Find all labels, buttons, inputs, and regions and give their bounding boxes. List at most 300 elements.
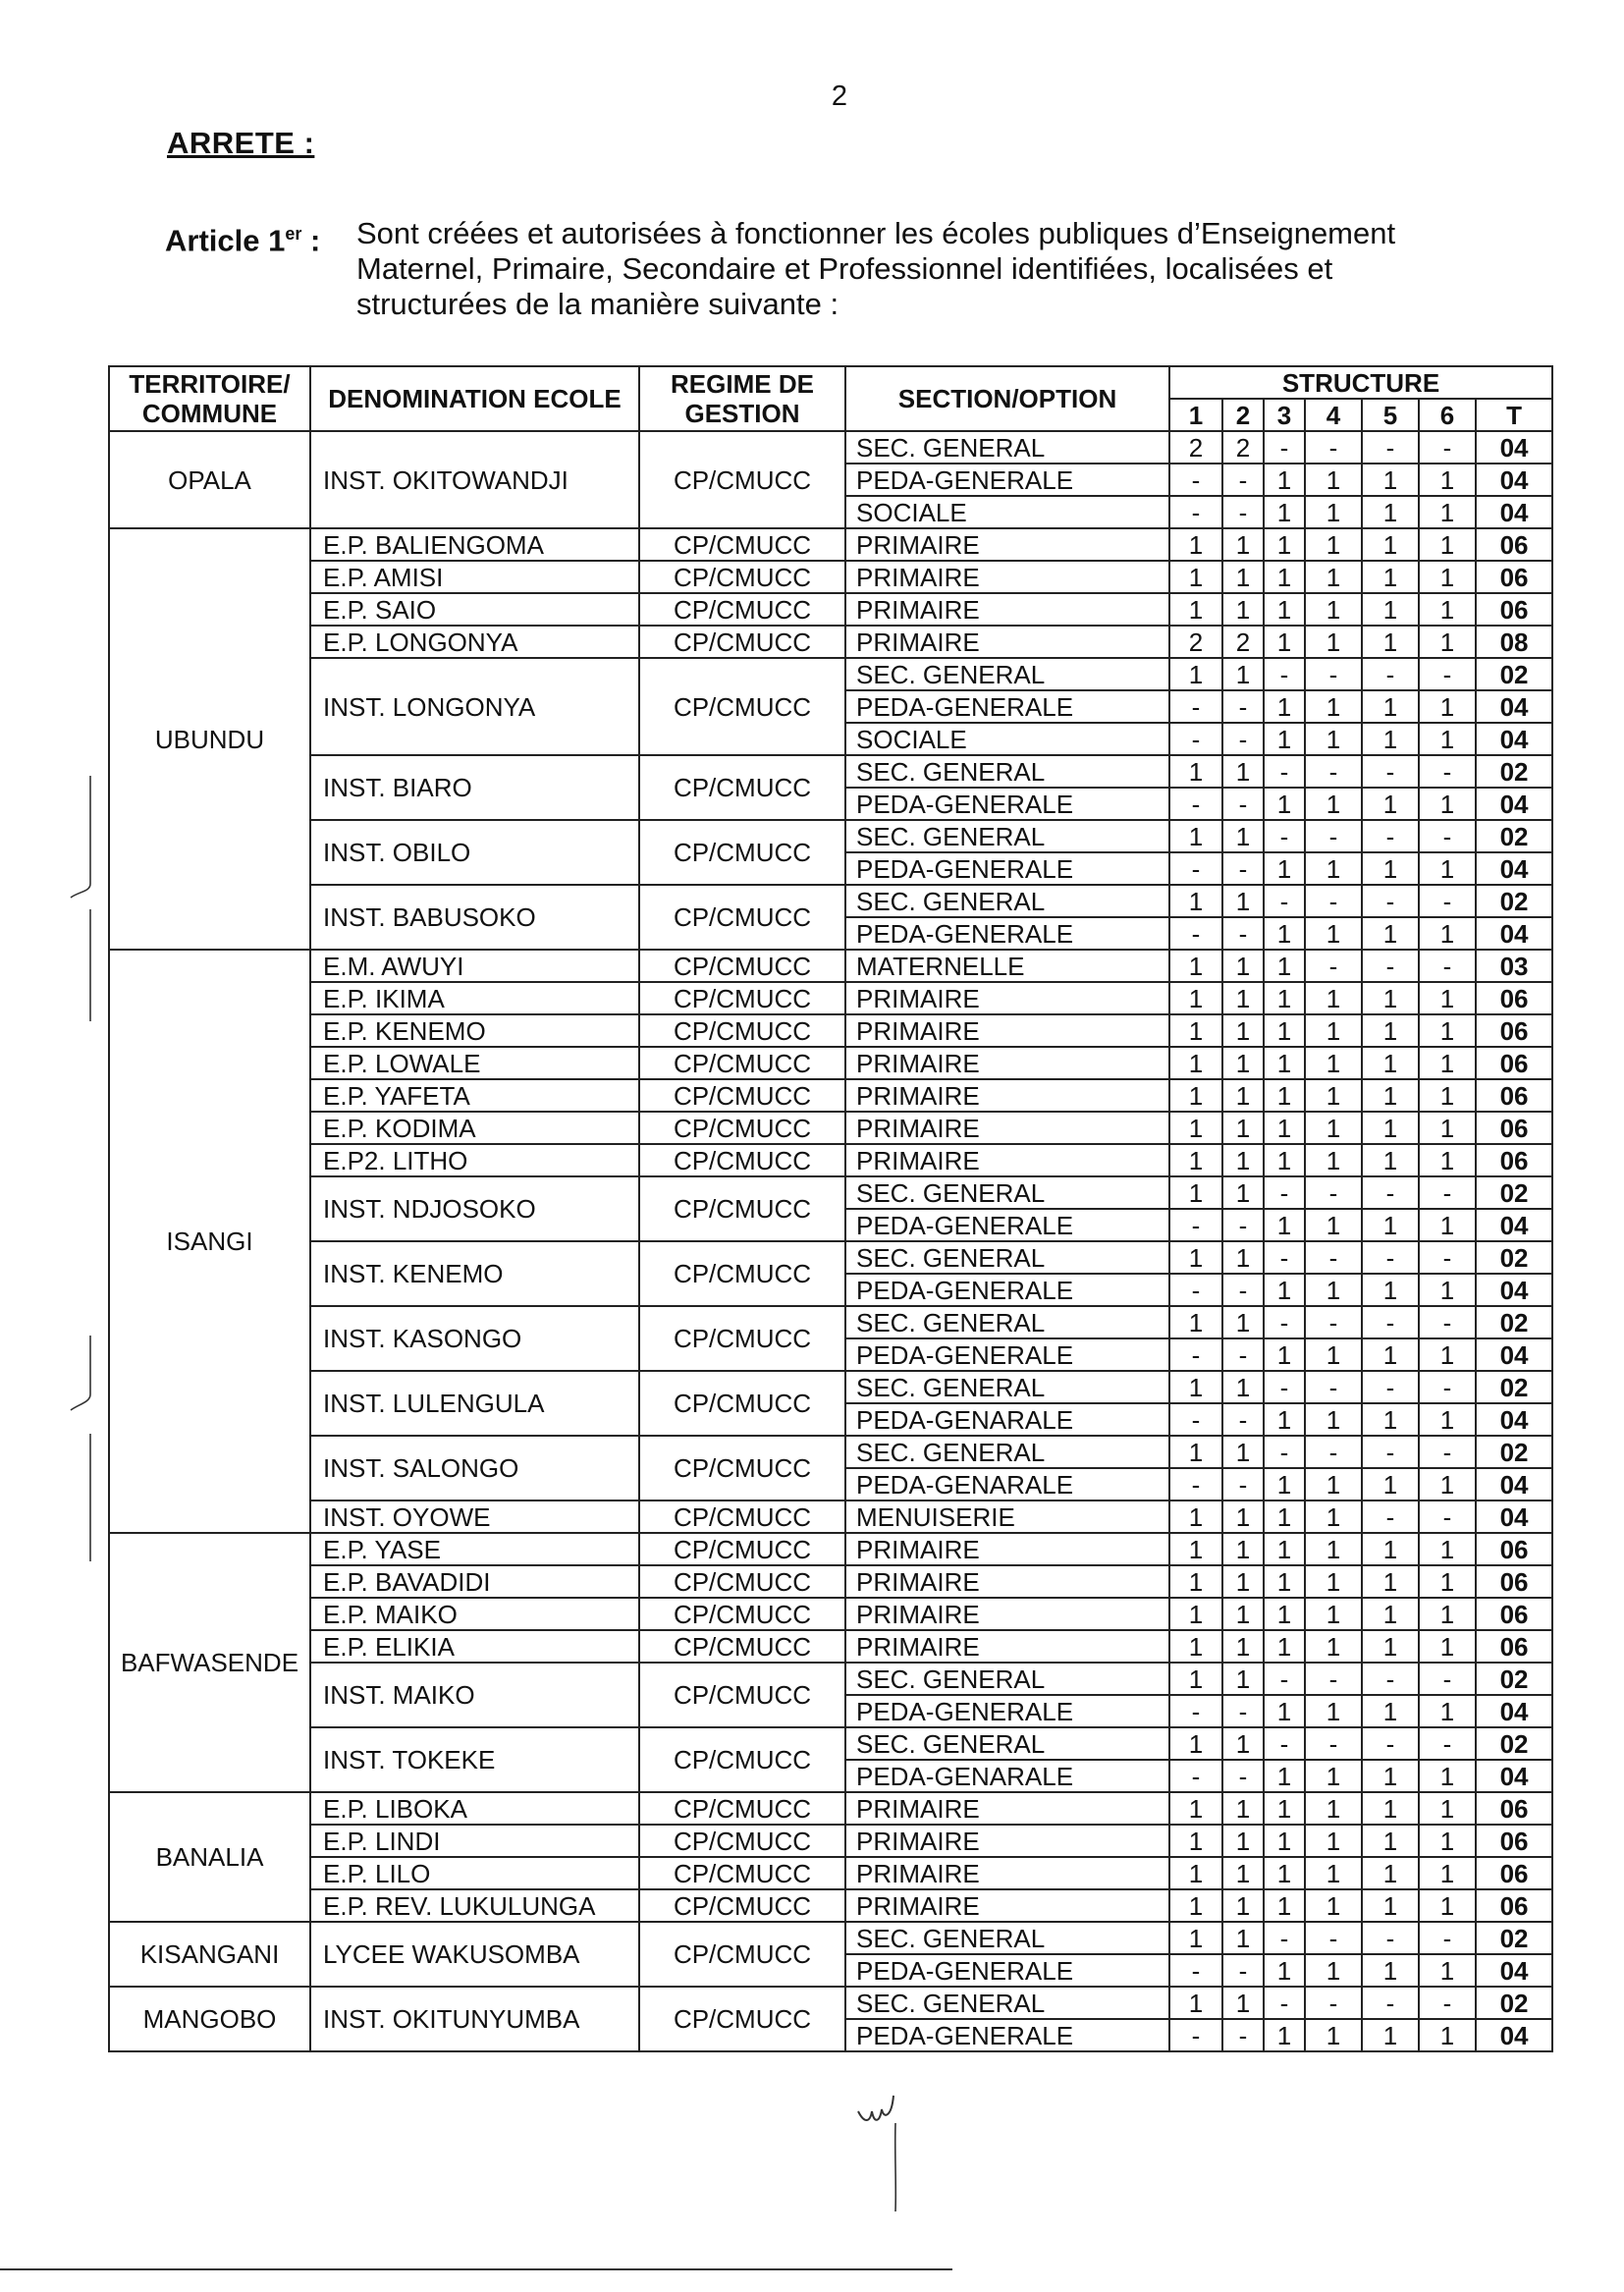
structure-cell: - [1362, 1241, 1419, 1274]
regime-cell: CP/CMUCC [639, 593, 845, 626]
total-cell: 06 [1476, 1889, 1552, 1922]
regime-cell: CP/CMUCC [639, 431, 845, 528]
school-name-cell: E.P. LONGONYA [310, 626, 639, 658]
structure-cell: 1 [1305, 1533, 1362, 1565]
structure-cell: 1 [1419, 1274, 1476, 1306]
structure-cell: 1 [1222, 1144, 1264, 1176]
structure-cell: - [1264, 1663, 1305, 1695]
structure-cell: - [1419, 1176, 1476, 1209]
structure-cell: 1 [1222, 1630, 1264, 1663]
regime-cell: CP/CMUCC [639, 1144, 845, 1176]
structure-cell: - [1264, 658, 1305, 690]
structure-cell: - [1169, 2019, 1222, 2051]
structure-cell: - [1169, 917, 1222, 950]
structure-cell: 1 [1169, 561, 1222, 593]
table-row [109, 1176, 1552, 1209]
structure-cell: - [1222, 496, 1264, 528]
structure-cell: - [1362, 1987, 1419, 2019]
structure-cell: 1 [1305, 1760, 1362, 1792]
structure-cell: 1 [1362, 852, 1419, 885]
structure-cell: 1 [1305, 1468, 1362, 1501]
structure-cell: 1 [1222, 982, 1264, 1014]
structure-cell: 1 [1169, 1176, 1222, 1209]
structure-cell: 1 [1222, 1598, 1264, 1630]
regime-cell: CP/CMUCC [639, 1889, 845, 1922]
table-body [109, 431, 1552, 2051]
structure-cell: 1 [1222, 1533, 1264, 1565]
table-row [109, 885, 1552, 917]
structure-cell: 1 [1222, 1987, 1264, 2019]
school-name-cell: INST. MAIKO [310, 1663, 639, 1727]
structure-cell: - [1169, 1468, 1222, 1501]
structure-cell: 1 [1305, 2019, 1362, 2051]
structure-cell: - [1362, 1371, 1419, 1403]
table-row [109, 1371, 1552, 1403]
structure-cell: - [1264, 1306, 1305, 1338]
total-cell: 04 [1476, 1209, 1552, 1241]
structure-cell: 1 [1264, 1274, 1305, 1306]
structure-cell: - [1305, 1241, 1362, 1274]
territory-cell: ISANGI [109, 950, 310, 1533]
structure-cell: 1 [1169, 1598, 1222, 1630]
structure-cell: 1 [1419, 723, 1476, 755]
structure-cell: - [1362, 820, 1419, 852]
structure-cell: - [1305, 1176, 1362, 1209]
structure-cell: 1 [1264, 464, 1305, 496]
table-row [109, 1047, 1552, 1079]
section-cell: PRIMAIRE [845, 1630, 1169, 1663]
school-name-cell: INST. NDJOSOKO [310, 1176, 639, 1241]
section-cell: SOCIALE [845, 496, 1169, 528]
table-row [109, 1663, 1552, 1695]
structure-cell: 1 [1222, 1825, 1264, 1857]
structure-cell: 1 [1362, 1630, 1419, 1663]
total-cell: 06 [1476, 1014, 1552, 1047]
structure-cell: 1 [1222, 1889, 1264, 1922]
structure-cell: 1 [1419, 1533, 1476, 1565]
school-name-cell: INST. OBILO [310, 820, 639, 885]
structure-cell: 1 [1362, 917, 1419, 950]
regime-cell: CP/CMUCC [639, 1598, 845, 1630]
structure-cell: 1 [1362, 982, 1419, 1014]
structure-cell: 1 [1264, 2019, 1305, 2051]
structure-cell: 1 [1222, 1371, 1264, 1403]
regime-cell: CP/CMUCC [639, 1241, 845, 1306]
section-cell: PEDA-GENERALE [845, 1954, 1169, 1987]
total-cell: 02 [1476, 885, 1552, 917]
section-cell: SEC. GENERAL [845, 755, 1169, 788]
table-row [109, 1825, 1552, 1857]
structure-cell: - [1419, 1306, 1476, 1338]
structure-cell: - [1419, 1371, 1476, 1403]
structure-cell: 1 [1419, 1468, 1476, 1501]
structure-cell: 1 [1169, 1857, 1222, 1889]
structure-cell: 1 [1169, 1436, 1222, 1468]
structure-cell: - [1305, 431, 1362, 464]
regime-cell: CP/CMUCC [639, 820, 845, 885]
structure-cell: - [1362, 1663, 1419, 1695]
total-cell: 02 [1476, 820, 1552, 852]
total-cell: 04 [1476, 723, 1552, 755]
school-name-cell: E.P. LILO [310, 1857, 639, 1889]
structure-cell: 1 [1362, 690, 1419, 723]
article-line: Maternel, Primaire, Secondaire et Professionnel identifiées, localisées et [356, 251, 1333, 286]
total-cell: 04 [1476, 1338, 1552, 1371]
regime-cell: CP/CMUCC [639, 1825, 845, 1857]
regime-cell: CP/CMUCC [639, 1630, 845, 1663]
article-label-text: Article 1 [165, 223, 286, 258]
structure-cell: 1 [1169, 1987, 1222, 2019]
school-name-cell: INST. TOKEKE [310, 1727, 639, 1792]
regime-cell: CP/CMUCC [639, 755, 845, 820]
section-cell: PRIMAIRE [845, 1857, 1169, 1889]
structure-cell: 1 [1264, 690, 1305, 723]
structure-cell: - [1362, 1306, 1419, 1338]
total-cell: 02 [1476, 658, 1552, 690]
total-cell: 04 [1476, 1274, 1552, 1306]
school-name-cell: E.P. LOWALE [310, 1047, 639, 1079]
structure-cell: 1 [1305, 1630, 1362, 1663]
structure-cell: 1 [1305, 1954, 1362, 1987]
structure-cell: - [1362, 885, 1419, 917]
structure-cell: 1 [1222, 1079, 1264, 1112]
structure-cell: 1 [1419, 1825, 1476, 1857]
structure-cell: 1 [1305, 1598, 1362, 1630]
structure-cell: 1 [1362, 1695, 1419, 1727]
structure-cell: 1 [1305, 723, 1362, 755]
section-cell: PEDA-GENERALE [845, 1338, 1169, 1371]
margin-bracket-mark [69, 1336, 98, 1561]
section-cell: PEDA-GENARALE [845, 1403, 1169, 1436]
regime-cell: CP/CMUCC [639, 626, 845, 658]
regime-cell: CP/CMUCC [639, 1565, 845, 1598]
structure-cell: 1 [1264, 1792, 1305, 1825]
structure-cell: 1 [1222, 593, 1264, 626]
section-cell: SEC. GENERAL [845, 885, 1169, 917]
structure-cell: 1 [1362, 1403, 1419, 1436]
school-name-cell: E.P2. LITHO [310, 1144, 639, 1176]
structure-cell: 1 [1305, 1144, 1362, 1176]
structure-cell: - [1169, 690, 1222, 723]
structure-cell: 1 [1222, 1501, 1264, 1533]
total-cell: 02 [1476, 1371, 1552, 1403]
structure-cell: 1 [1169, 1889, 1222, 1922]
structure-cell: - [1169, 788, 1222, 820]
regime-cell: CP/CMUCC [639, 1079, 845, 1112]
regime-cell: CP/CMUCC [639, 1014, 845, 1047]
territory-cell: KISANGANI [109, 1922, 310, 1987]
article-line: Sont créées et autorisées à fonctionner les écoles publiques d’Enseignement [356, 216, 1396, 250]
total-cell: 02 [1476, 755, 1552, 788]
regime-cell: CP/CMUCC [639, 658, 845, 755]
section-cell: PEDA-GENERALE [845, 464, 1169, 496]
section-cell: SEC. GENERAL [845, 658, 1169, 690]
structure-cell: 1 [1222, 1727, 1264, 1760]
structure-cell: - [1305, 1727, 1362, 1760]
section-cell: PRIMAIRE [845, 528, 1169, 561]
structure-cell: 1 [1419, 1079, 1476, 1112]
header-structure: STRUCTURE [1169, 366, 1552, 399]
structure-cell: - [1264, 1371, 1305, 1403]
structure-cell: 1 [1264, 788, 1305, 820]
structure-cell: 1 [1264, 1954, 1305, 1987]
header-ecole: DENOMINATION ECOLE [310, 366, 639, 431]
page-number: 2 [831, 81, 848, 112]
structure-cell: 1 [1264, 496, 1305, 528]
table-row [109, 1889, 1552, 1922]
table-row [109, 1792, 1552, 1825]
structure-cell: - [1169, 1954, 1222, 1987]
structure-cell: 1 [1305, 1112, 1362, 1144]
structure-cell: 1 [1264, 950, 1305, 982]
structure-cell: 1 [1362, 1857, 1419, 1889]
regime-cell: CP/CMUCC [639, 982, 845, 1014]
structure-cell: 1 [1169, 1565, 1222, 1598]
structure-cell: - [1419, 431, 1476, 464]
section-cell: PRIMAIRE [845, 1825, 1169, 1857]
structure-cell: 1 [1264, 1857, 1305, 1889]
structure-cell: 1 [1264, 1760, 1305, 1792]
structure-cell: 1 [1419, 917, 1476, 950]
article-label-sup: er [285, 224, 302, 244]
structure-cell: 1 [1169, 950, 1222, 982]
section-cell: SEC. GENERAL [845, 1306, 1169, 1338]
school-name-cell: INST. LONGONYA [310, 658, 639, 755]
structure-cell: 1 [1419, 1209, 1476, 1241]
table-row [109, 431, 1552, 464]
structure-cell: - [1419, 1663, 1476, 1695]
section-cell: PRIMAIRE [845, 1014, 1169, 1047]
section-cell: MATERNELLE [845, 950, 1169, 982]
regime-cell: CP/CMUCC [639, 561, 845, 593]
structure-cell: - [1419, 885, 1476, 917]
total-cell: 04 [1476, 2019, 1552, 2051]
structure-cell: - [1305, 820, 1362, 852]
structure-cell: 1 [1222, 1014, 1264, 1047]
regime-cell: CP/CMUCC [639, 1727, 845, 1792]
structure-cell: 1 [1362, 1338, 1419, 1371]
structure-cell: 1 [1222, 561, 1264, 593]
table-row [109, 1144, 1552, 1176]
school-name-cell: INST. SALONGO [310, 1436, 639, 1501]
table-row [109, 1079, 1552, 1112]
total-cell: 06 [1476, 1565, 1552, 1598]
structure-cell: - [1222, 1209, 1264, 1241]
structure-cell: 1 [1362, 1144, 1419, 1176]
signature-stroke [891, 2123, 900, 2211]
structure-cell: 1 [1169, 1079, 1222, 1112]
section-cell: SEC. GENERAL [845, 1727, 1169, 1760]
structure-cell: 1 [1305, 1889, 1362, 1922]
structure-cell: 1 [1264, 561, 1305, 593]
total-cell: 02 [1476, 1241, 1552, 1274]
section-cell: PEDA-GENERALE [845, 1274, 1169, 1306]
structure-cell: 1 [1362, 1792, 1419, 1825]
section-cell: SEC. GENERAL [845, 1436, 1169, 1468]
total-cell: 04 [1476, 1403, 1552, 1436]
total-cell: 04 [1476, 1468, 1552, 1501]
section-cell: PEDA-GENERALE [845, 1695, 1169, 1727]
header-class: 3 [1264, 399, 1305, 431]
table-row [109, 1306, 1552, 1338]
structure-cell: 1 [1305, 982, 1362, 1014]
structure-cell: - [1222, 917, 1264, 950]
structure-cell: - [1264, 1922, 1305, 1954]
total-cell: 06 [1476, 1598, 1552, 1630]
structure-cell: 1 [1222, 820, 1264, 852]
structure-cell: 1 [1305, 1209, 1362, 1241]
structure-cell: - [1264, 1727, 1305, 1760]
structure-cell: 1 [1419, 1403, 1476, 1436]
regime-cell: CP/CMUCC [639, 1922, 845, 1987]
structure-cell: - [1305, 658, 1362, 690]
table-row [109, 528, 1552, 561]
structure-cell: 1 [1305, 917, 1362, 950]
structure-cell: 1 [1419, 1565, 1476, 1598]
structure-cell: 1 [1419, 1889, 1476, 1922]
bottom-rule [0, 2268, 952, 2270]
structure-cell: - [1305, 1922, 1362, 1954]
structure-cell: 1 [1419, 1857, 1476, 1889]
structure-cell: 1 [1264, 1533, 1305, 1565]
structure-cell: 1 [1222, 755, 1264, 788]
structure-cell: 1 [1419, 561, 1476, 593]
structure-cell: - [1169, 1403, 1222, 1436]
section-cell: SEC. GENERAL [845, 1241, 1169, 1274]
territory-cell: MANGOBO [109, 1987, 310, 2051]
school-name-cell: E.P. ELIKIA [310, 1630, 639, 1663]
school-name-cell: E.P. IKIMA [310, 982, 639, 1014]
header-section: SECTION/OPTION [845, 366, 1169, 431]
table-row [109, 1112, 1552, 1144]
structure-cell: 1 [1419, 1630, 1476, 1663]
table-row [109, 982, 1552, 1014]
total-cell: 06 [1476, 1112, 1552, 1144]
structure-cell: 1 [1222, 950, 1264, 982]
structure-cell: - [1264, 820, 1305, 852]
table-row [109, 1533, 1552, 1565]
section-cell: PEDA-GENERALE [845, 917, 1169, 950]
structure-cell: 1 [1419, 852, 1476, 885]
total-cell: 02 [1476, 1176, 1552, 1209]
structure-cell: 1 [1305, 1403, 1362, 1436]
regime-cell: CP/CMUCC [639, 1663, 845, 1727]
structure-cell: - [1222, 464, 1264, 496]
structure-cell: 1 [1264, 1630, 1305, 1663]
section-cell: PRIMAIRE [845, 1598, 1169, 1630]
structure-cell: 1 [1222, 658, 1264, 690]
structure-cell: 1 [1419, 2019, 1476, 2051]
structure-cell: - [1419, 1987, 1476, 2019]
structure-cell: 1 [1419, 982, 1476, 1014]
structure-cell: - [1169, 1209, 1222, 1241]
structure-cell: 1 [1264, 593, 1305, 626]
structure-cell: - [1222, 1760, 1264, 1792]
school-name-cell: INST. OKITUNYUMBA [310, 1987, 639, 2051]
article-label [165, 216, 320, 258]
regime-cell: CP/CMUCC [639, 528, 845, 561]
heading-arrete: ARRETE : [167, 126, 315, 160]
structure-cell: 1 [1362, 561, 1419, 593]
total-cell: 03 [1476, 950, 1552, 982]
total-cell: 02 [1476, 1306, 1552, 1338]
total-cell: 02 [1476, 1663, 1552, 1695]
structure-cell: 1 [1305, 852, 1362, 885]
structure-cell: 1 [1222, 1306, 1264, 1338]
structure-cell: 1 [1362, 593, 1419, 626]
structure-cell: 1 [1222, 528, 1264, 561]
structure-cell: 1 [1222, 1792, 1264, 1825]
total-cell: 06 [1476, 1144, 1552, 1176]
school-name-cell: E.P. REV. LUKULUNGA [310, 1889, 639, 1922]
structure-cell: 1 [1264, 626, 1305, 658]
structure-cell: 1 [1169, 528, 1222, 561]
school-name-cell: E.P. AMISI [310, 561, 639, 593]
structure-cell: 1 [1362, 1014, 1419, 1047]
structure-cell: - [1222, 2019, 1264, 2051]
schools-table [108, 365, 1553, 2052]
structure-cell: 1 [1362, 1760, 1419, 1792]
structure-cell: 1 [1362, 1954, 1419, 1987]
structure-cell: - [1264, 1436, 1305, 1468]
section-cell: SEC. GENERAL [845, 431, 1169, 464]
total-cell: 04 [1476, 464, 1552, 496]
structure-cell: - [1222, 1274, 1264, 1306]
total-cell: 04 [1476, 1760, 1552, 1792]
structure-cell: - [1362, 950, 1419, 982]
section-cell: SEC. GENERAL [845, 1987, 1169, 2019]
structure-cell: 1 [1305, 1695, 1362, 1727]
structure-cell: 1 [1264, 982, 1305, 1014]
section-cell: PRIMAIRE [845, 1079, 1169, 1112]
total-cell: 06 [1476, 593, 1552, 626]
regime-cell: CP/CMUCC [639, 1501, 845, 1533]
structure-cell: 1 [1169, 1533, 1222, 1565]
structure-cell: 1 [1419, 1760, 1476, 1792]
structure-cell: - [1169, 464, 1222, 496]
school-name-cell: INST. KASONGO [310, 1306, 639, 1371]
table-row [109, 1501, 1552, 1533]
structure-cell: 1 [1419, 1954, 1476, 1987]
structure-cell: 1 [1169, 1112, 1222, 1144]
structure-cell: 1 [1222, 1176, 1264, 1209]
structure-cell: - [1264, 1241, 1305, 1274]
regime-cell: CP/CMUCC [639, 1306, 845, 1371]
section-cell: SEC. GENERAL [845, 1371, 1169, 1403]
total-cell: 06 [1476, 1825, 1552, 1857]
table-row [109, 1987, 1552, 2019]
structure-cell: 1 [1264, 1047, 1305, 1079]
school-name-cell: INST. LULENGULA [310, 1371, 639, 1436]
section-cell: PRIMAIRE [845, 1047, 1169, 1079]
signature-initials [854, 2090, 913, 2139]
school-name-cell: INST. BABUSOKO [310, 885, 639, 950]
total-cell: 02 [1476, 1727, 1552, 1760]
regime-cell: CP/CMUCC [639, 1987, 845, 2051]
structure-cell: 1 [1305, 561, 1362, 593]
table-row [109, 1727, 1552, 1760]
structure-cell: 1 [1264, 1598, 1305, 1630]
structure-cell: 2 [1222, 431, 1264, 464]
total-cell: 04 [1476, 431, 1552, 464]
structure-cell: 1 [1264, 1112, 1305, 1144]
structure-cell: 1 [1362, 2019, 1419, 2051]
regime-cell: CP/CMUCC [639, 1047, 845, 1079]
territory-cell: OPALA [109, 431, 310, 528]
section-cell: MENUISERIE [845, 1501, 1169, 1533]
section-cell: PRIMAIRE [845, 1889, 1169, 1922]
table-row [109, 1565, 1552, 1598]
